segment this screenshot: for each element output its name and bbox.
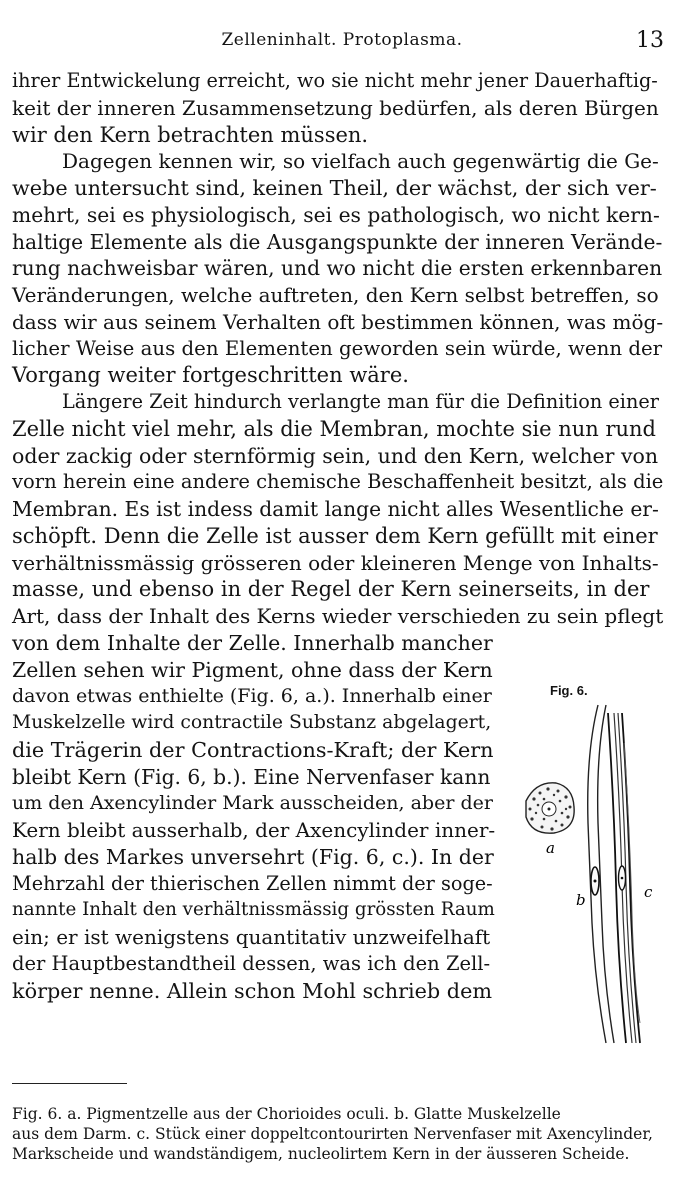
text-line: um den Axencylinder Mark ausscheiden, aber der — [12, 792, 493, 815]
nerve-fiber-drawing — [608, 713, 640, 1043]
figure-letter-a: a — [546, 839, 555, 857]
text-line: Dagegen kennen wir, so vielfach auch gegenwärtig die Ge- — [62, 149, 659, 174]
text-line: nannte Inhalt den verhältnissmässig grössten Raum — [12, 899, 495, 921]
text-line: vorn herein eine andere chemische Beschaffenheit besitzt, als die — [12, 470, 664, 494]
text-line: Art, dass der Inhalt des Kerns wieder verschieden zu sein pflegt — [12, 604, 664, 628]
text-line: Veränderungen, welche auftreten, den Kern selbst betreffen, so — [12, 283, 659, 307]
text-line: ihrer Entwickelung erreicht, wo sie nicht mehr jener Dauerhaftig- — [12, 69, 658, 92]
text-line: davon etwas enthielte (Fig. 6, a.). Innerhalb einer — [12, 685, 492, 708]
text-line: bleibt Kern (Fig. 6, b.). Eine Nervenfaser kann — [12, 764, 491, 789]
text-line: Zelle nicht viel mehr, als die Membran, mochte sie nun rund — [12, 416, 656, 441]
figure-caption — [12, 1104, 664, 1164]
running-head: Zelleninhalt. Protoplasma. — [221, 30, 463, 50]
text-line: Kern bleibt ausserhalb, der Axencylinder inner- — [12, 818, 496, 842]
page-header — [12, 28, 672, 58]
text-line: Membran. Es ist indess damit lange nicht alles Wesentliche er- — [12, 497, 659, 521]
figure-6 — [518, 683, 670, 1048]
text-line: dass wir aus seinem Verhalten oft bestimmen können, was mög- — [12, 309, 664, 334]
caption-line: Markscheide und wandständigem, nucleolirtem Kern in der äusseren Scheide. — [12, 1145, 630, 1163]
text-line: rung nachweisbar wären, und wo nicht die ersten erkennbaren — [12, 256, 663, 281]
text-line: mehrt, sei es physiologisch, sei es pathologisch, wo nicht kern- — [12, 202, 660, 227]
text-line: ein; er ist wenigstens quantitativ unzweifelhaft — [12, 925, 491, 949]
text-line: Längere Zeit hindurch verlangte man für die Definition einer — [62, 390, 659, 413]
footnote-rule — [12, 1083, 127, 1084]
caption-line: aus dem Darm. c. Stück einer doppeltcontourirten Nervenfaser mit Axencylinder, — [12, 1125, 653, 1143]
text-line: Muskelzelle wird contractile Substanz abgelagert, — [12, 712, 492, 733]
text-line: oder zackig oder sternförmig sein, und den Kern, welcher von — [12, 443, 659, 468]
figure-6-illustration — [518, 683, 670, 1048]
caption-line: Fig. 6. a. Pigmentzelle aus der Chorioides oculi. b. Glatte Muskelzelle — [12, 1105, 561, 1123]
text-line: licher Weise aus den Elementen geworden sein würde, wenn der — [12, 336, 663, 360]
text-line: die Trägerin der Contractions-Kraft; der Kern — [12, 737, 494, 762]
text-line: webe untersucht sind, keinen Theil, der wächst, der sich ver- — [12, 176, 657, 200]
text-line: haltige Elemente als die Ausgangspunkte der inneren Verände- — [12, 229, 663, 254]
text-line: keit der inneren Zusammensetzung bedürfen, als deren Bürgen — [12, 95, 659, 120]
text-line: halb des Markes unversehrt (Fig. 6, c.). In der — [12, 844, 494, 869]
text-line: von dem Inhalte der Zelle. Innerhalb mancher — [12, 630, 493, 655]
pigment-cell-drawing — [526, 783, 574, 833]
text-line: der Hauptbestandtheil dessen, was ich den Zell- — [12, 951, 491, 975]
text-line: verhältnissmässig grösseren oder kleineren Menge von Inhalts- — [12, 550, 659, 575]
text-line: wir den Kern betrachten müssen. — [12, 122, 369, 147]
figure-label: Fig. 6. — [550, 683, 588, 698]
text-line: masse, und ebenso in der Regel der Kern seinerseits, in der — [12, 577, 650, 602]
text-line: Vorgang weiter fortgeschritten wäre. — [12, 363, 409, 388]
text-line: körper nenne. Allein schon Mohl schrieb dem — [12, 978, 493, 1003]
figure-letter-c: c — [644, 883, 653, 901]
text-line: Mehrzahl der thierischen Zellen nimmt der soge- — [12, 871, 493, 895]
text-line: Zellen sehen wir Pigment, ohne dass der Kern — [12, 657, 493, 682]
text-line: schöpft. Denn die Zelle ist ausser dem Kern gefüllt mit einer — [12, 523, 658, 548]
page-number: 13 — [636, 28, 664, 53]
figure-letter-b: b — [576, 891, 586, 909]
